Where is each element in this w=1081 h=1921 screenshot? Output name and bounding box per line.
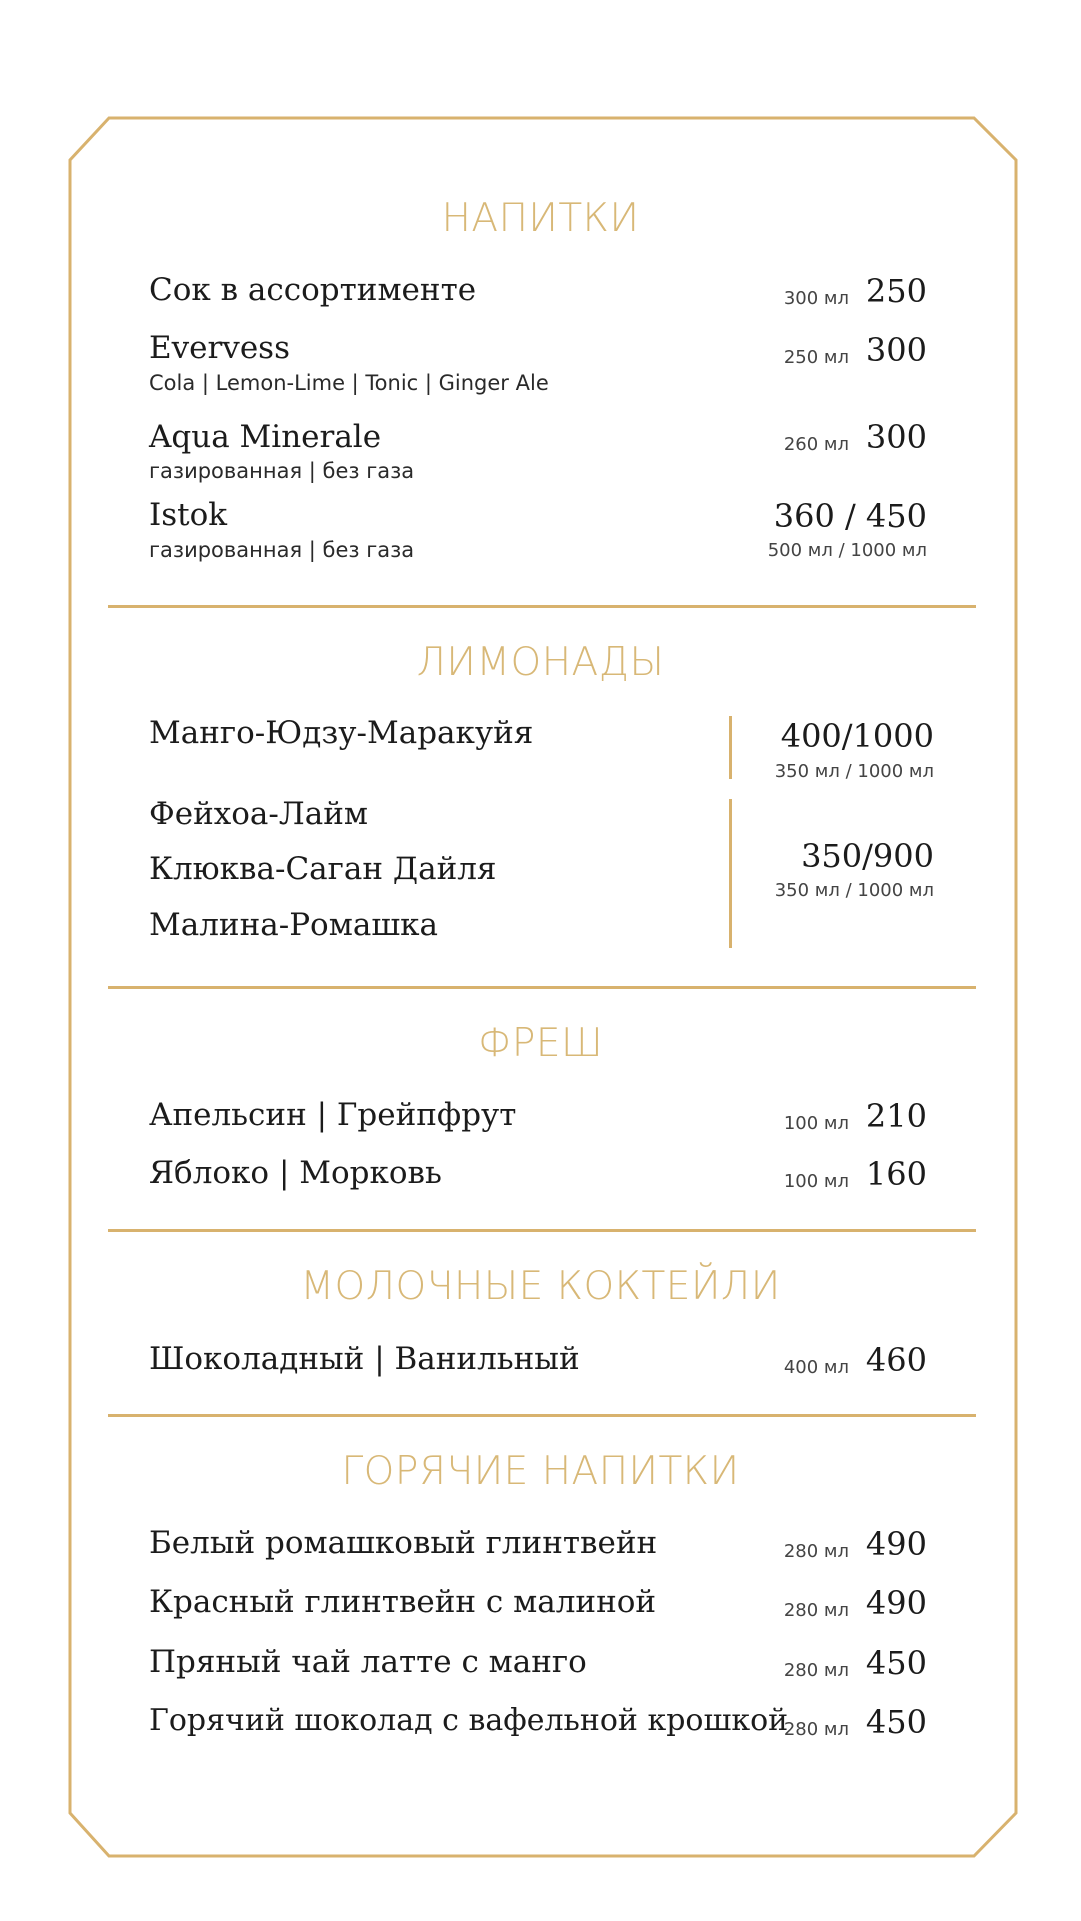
item-volume: 280 мл — [783, 1719, 849, 1740]
item-price: 250 — [865, 272, 927, 310]
section-title-lemonades: ЛИМОНАДЫ — [416, 640, 665, 685]
item-name: Istok — [149, 497, 228, 533]
item-name: Белый ромашковый глинтвейн — [149, 1525, 658, 1561]
item-price: 300 — [865, 331, 927, 369]
item-name: Пряный чай латте с манго — [149, 1644, 587, 1680]
item-price: 300 — [865, 418, 927, 456]
item-volume: 350 мл / 1000 мл — [774, 880, 934, 901]
section-title-milkshakes: МОЛОЧНЫЕ КОКТЕЙЛИ — [300, 1264, 781, 1309]
item-volume: 260 мл — [783, 434, 849, 455]
item-name: Evervess — [149, 330, 290, 366]
item-price: 450 — [865, 1703, 927, 1741]
item-volume: 300 мл — [783, 288, 849, 309]
item-name: Манго-Юдзу-Маракуйя — [149, 715, 534, 751]
item-description: газированная | без газа — [149, 459, 415, 483]
item-description: газированная | без газа — [149, 538, 415, 562]
item-volume: 350 мл / 1000 мл — [774, 761, 934, 782]
section-divider — [108, 1414, 976, 1417]
item-volume: 500 мл / 1000 мл — [767, 540, 927, 561]
item-price: 210 — [865, 1097, 927, 1135]
item-price: 450 — [865, 1644, 927, 1682]
item-name: Шоколадный | Ванильный — [149, 1341, 580, 1377]
section-title-hot-drinks: ГОРЯЧИЕ НАПИТКИ — [341, 1449, 740, 1494]
item-volume: 280 мл — [783, 1660, 849, 1681]
item-price: 160 — [865, 1155, 927, 1193]
item-price: 460 — [865, 1341, 927, 1379]
section-title-fresh: ФРЕШ — [477, 1021, 604, 1066]
vertical-divider — [729, 799, 732, 948]
item-price: 490 — [865, 1584, 927, 1622]
item-price: 490 — [865, 1525, 927, 1563]
item-name: Красный глинтвейн с малиной — [149, 1584, 657, 1620]
item-description: Cola | Lemon-Lime | Tonic | Ginger Ale — [149, 371, 549, 395]
item-name: Горячий шоколад с вафельной крошкой — [149, 1703, 789, 1738]
item-name: Малина-Ромашка — [149, 907, 438, 943]
item-name: Клюква-Саган Дайля — [149, 851, 497, 887]
section-divider — [108, 605, 976, 608]
section-divider — [108, 1229, 976, 1232]
item-name: Апельсин | Грейпфрут — [149, 1097, 517, 1133]
item-price: 400/1000 — [780, 717, 934, 755]
section-title-drinks: НАПИТКИ — [441, 196, 640, 241]
item-volume: 100 мл — [783, 1113, 849, 1134]
item-volume: 100 мл — [783, 1171, 849, 1192]
item-name: Aqua Minerale — [149, 419, 382, 455]
section-divider — [108, 986, 976, 989]
item-volume: 280 мл — [783, 1600, 849, 1621]
vertical-divider — [729, 716, 732, 779]
item-volume: 250 мл — [783, 347, 849, 368]
item-name: Сок в ассортименте — [149, 272, 477, 308]
item-volume: 280 мл — [783, 1541, 849, 1562]
item-name: Фейхоа-Лайм — [149, 796, 368, 832]
item-name: Яблоко | Морковь — [149, 1155, 442, 1191]
item-price: 360 / 450 — [773, 497, 927, 535]
item-volume: 400 мл — [783, 1357, 849, 1378]
item-price: 350/900 — [801, 837, 934, 875]
